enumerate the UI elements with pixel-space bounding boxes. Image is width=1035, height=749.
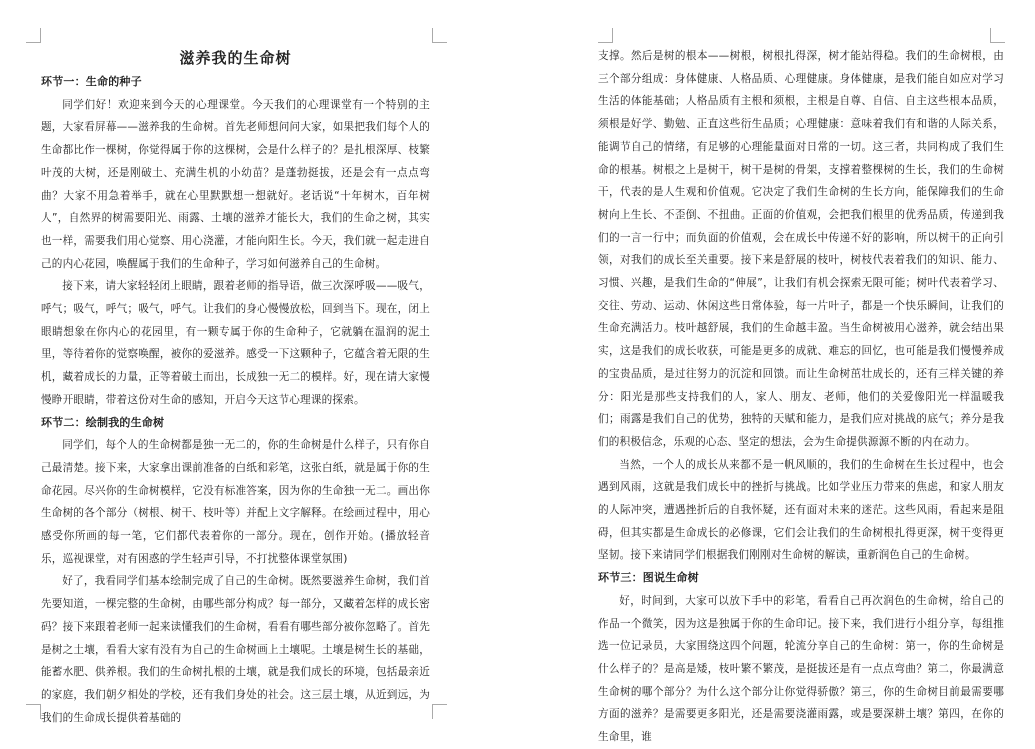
document-title: 滋养我的生命树 [179, 49, 292, 67]
crop-mark-top-right [990, 28, 1005, 43]
crop-mark-top-left [26, 28, 41, 43]
left-page [0, 0, 470, 724]
section-heading-1: 环节一：生命的种子 [41, 75, 142, 88]
paragraph: 同学们好！欢迎来到今天的心理课堂。今天我们的心理课堂有一个特别的主题，大家看屏幕——滋养我的生命树。首先老师想问问大家，如果把我们每个人的生命都比作一棵树，你觉得属于你的这棵树，会是什么样子的？是扎根深厚、枝繁叶茂的大树，还是刚破土、充满生机的小幼苗？是蓬勃挺拔，还是会有一点点弯曲？大家不用急着举手，就在心里默默想一想就好。老话说“十年树木，百年树人”，自然界的树需要阳光、雨露、土壤的滋养才能长大，我们的生命之树，其实也一样，需要我们用心觉察、用心浇灌，才能向阳生长。今天，我们就一起走进自己的内心花园，唤醒属于我们的生命种子，学习如何滋养自己的生命树。 [41, 98, 430, 270]
paragraph: 好了，我看同学们基本绘制完成了自己的生命树。既然要滋养生命树，我们首先要知道，一棵完整的生命树，由哪些部分构成？每一部分，又藏着怎样的成长密码？接下来跟着老师一起来读懂我们的生命树，看看有哪些部分被你忽略了。首先是树之土壤，看看大家有没有为自己的生命树画上土壤呢。土壤是树生长的基础，能蓄水肥、供养根。我们的生命树扎根的土壤，就是我们成长的环境，包括最亲近的家庭，我们朝夕相处的学校，还有我们身处的社会。这三层土壤，从近到远，为我们的生命成长提供着基础的 [41, 575, 430, 724]
paragraph: 好，时间到，大家可以放下手中的彩笔，看看自己再次润色的生命树，给自己的作品一个微笑，因为这是独属于你的生命印记。接下来，我们进行小组分享，每组推选一位记录员，大家围绕这四个问题，轮流分享自己的生命树：第一，你的生命树是什么样子的？是高是矮，枝叶繁不繁茂，是挺拔还是有一点点弯曲？第二，你最满意生命树的哪个部分？为什么这个部分让你觉得骄傲？第三，你的生命树目前最需要哪方面的滋养？是需要更多阳光，还是需要浇灌雨露，或是要深耕土壤？第四，在你的生命里，谁 [598, 594, 1004, 744]
section-heading-2: 环节二：绘制我的生命树 [41, 415, 165, 429]
page-gutter [470, 0, 588, 718]
right-page-content [598, 45, 1004, 749]
paragraph: 支撑。然后是树的根本——树根，树根扎得深，树才能站得稳。我们的生命树根，由三个部分组成：身体健康、人格品质、心理健康。身体健康，是我们能自如应对学习生活的体能基础；人格品质有主根和须根，主根是自尊、自信、自主这些根本品质，须根是好学、勤勉、正直这些衍生品质；心理健康：意味着我们有和谐的人际关系，能调节自己的情绪，有足够的心理能量面对日常的一切。这三者，共同构成了我们生命的根基。树根之上是树干，树干是树的骨架，支撑着整棵树的生长，我们的生命树干，代表的是人生观和价值观。它决定了我们生命树的生长方向，能保障我们的生命树向上生长、不歪倒、不扭曲。正面的价值观，会把我们根里的优秀品质，传递到我们的一言一行中；而负面的价值观，会在成长中传递不好的影响，所以树干的正向引领，对我们的成长至关重要。接下来是舒展的枝叶，树枝代表着我们的知识、能力、习惯、兴趣，是我们生命的“伸展”，让我们有机会探索无限可能；树叶代表着学习、交往、劳动、运动、休闲这些日常体验，每一片叶子，都是一个快乐瞬间，让我们的生命充满活力。枝叶越舒展，我们的生命越丰盈。当生命树被用心滋养，就会结出果实，这是我们的成长收获，可能是更多的成就、难忘的回忆，也可能是我们慢慢养成的宝贵品质，是过往努力的沉淀和回馈。而让生命树茁壮成长的，还有三样关键的养分：阳光是那些支持我们的人，家人、朋友、老师，他们的关爱像阳光一样温暖我们；雨露是我们自己的优势，独特的天赋和能力，是我们应对挑战的底气；养分是我们的积极信念，乐观的心态、坚定的想法，会为生命提供源源不断的内在动力。 [598, 50, 1004, 448]
paragraph: 接下来，请大家轻轻闭上眼睛，跟着老师的指导语，做三次深呼吸——吸气，呼气；吸气，呼气；吸气，呼气。让我们的身心慢慢放松，回到当下。现在，闭上眼睛想象在你内心的花园里，有一颗专属于你的生命种子，它就躺在温润的泥土里，等待着你的觉察唤醒，被你的爱滋养。感受一下这颗种子，它蕴含着无限的生机，藏着成长的力量，正等着破土而出，长成独一无二的模样。好，现在请大家慢慢睁开眼睛，带着这份对生命的感知，开启今天这节心理课的探索。 [41, 280, 430, 406]
crop-mark-bottom-right [432, 704, 447, 719]
section-heading-3: 环节三：图说生命树 [598, 571, 699, 585]
right-page [588, 0, 1035, 744]
crop-mark-top-left [598, 28, 613, 43]
crop-mark-top-right [432, 28, 447, 43]
paragraph: 当然，一个人的成长从来都不是一帆风顺的，我们的生命树在生长过程中，也会遇到风雨，这就是我们成长中的挫折与挑战。比如学业压力带来的焦虑，和家人朋友的人际冲突，遭遇挫折后的自我怀疑，还有面对未来的迷茫。这些风雨，看起来是阻碍，但其实都是生命成长的必修课，它们会让我们的生命树根扎得更深，树干变得更坚韧。接下来请同学们根据我们刚刚对生命树的解读，重新润色自己的生命树。 [598, 458, 1004, 562]
crop-mark-bottom-left [26, 704, 41, 719]
left-page-content [41, 45, 430, 729]
paragraph: 同学们，每个人的生命树都是独一无二的，你的生命树是什么样子，只有你自己最清楚。接下来，大家拿出课前准备的白纸和彩笔，这张白纸，就是属于你的生命花园。尽兴你的生命树模样，它没有标准答案，因为你的生命独一无二。画出你生命树的各个部分（树根、树干、枝叶等）并配上文字解释。在绘画过程中，用心感受你所画的每一笔，它们都代表着你的一部分。现在，创作开始。(播放轻音乐，巡视课堂，对有困惑的学生轻声引导，不打扰整体课堂氛围) [41, 439, 430, 565]
